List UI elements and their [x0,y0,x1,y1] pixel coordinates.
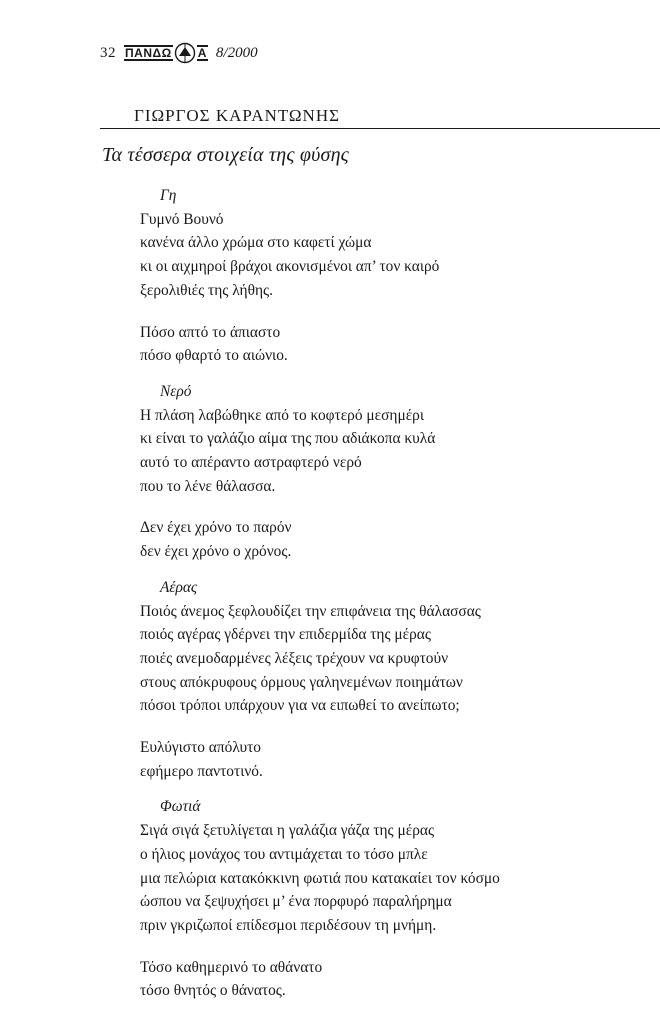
author-rule [100,106,660,129]
stanza [140,208,650,303]
page-header [100,42,258,64]
poem-line: ποιές ανεμοδαρμένες λέξεις τρέχουν να κρυφτούν [140,649,449,667]
magazine-logo [124,42,208,64]
page-number: 32 [100,44,116,61]
poem-line: ποιός αγέρας γδέρνει την επιδερμίδα της μέρας [140,626,431,644]
stanza [140,736,650,783]
poem-line: κι οι αιχμηροί βράχοι ακονισμένοι απ’ τον καιρό [140,258,440,276]
author-name: ΓΙΩΡΓΟΣ ΚΑΡΑΝΤΩΝΗΣ [134,106,341,125]
poem-line: που το λένε θάλασσα. [140,477,276,495]
poem-line: πόσο φθαρτό το αιώνιο. [140,347,288,365]
issue-number: 8/2000 [215,44,258,61]
poem-line: Ποιός άνεμος ξεφλουδίζει την επιφάνεια της θάλασσας [140,602,481,620]
poem-line: κι είναι το γαλάζιο αίμα της που αδιάκοπα κυλά [140,430,436,448]
magazine-logo-right: Α [197,46,207,60]
section-heading-earth: Γη [160,187,177,204]
poem-line: ξερολιθιές της λήθης. [140,281,273,299]
poem-line: εφήμερο παντοτινό. [140,762,263,780]
poem-line: Σιγά σιγά ξετυλίγεται η γαλάζια γάζα της μέρας [140,822,435,840]
poem-line: Γυμνό Βουνό [140,210,224,228]
poem-line: πριν γκριζωποί επίδεσμοι περιδέσουν τη μνήμη. [140,916,437,934]
stanza [140,516,650,563]
poem-body [140,184,650,1003]
poem-line: δεν έχει χρόνο ο χρόνος. [140,543,292,561]
poem-line: κανένα άλλο χρώμα στο καφετί χώμα [140,234,372,252]
poem-line: Η πλάση λαβώθηκε από το κοφτερό μεσημέρι [140,406,424,424]
stanza [140,819,650,938]
poem-title: Τα τέσσερα στοιχεία της φύσης [102,144,350,166]
poem-line: πόσοι τρόποι υπάρχουν για να ειπωθεί το ανείπωτο; [140,697,460,715]
poem-line: τόσο θνητός ο θάνατος. [140,982,286,1000]
stanza [140,956,650,1003]
poem-line: αυτό το απέραντο αστραφτερό νερό [140,454,362,472]
poem-line: Πόσο απτό το άπιαστο [140,323,281,341]
magazine-logo-left: ΠΑΝΔΩ [125,46,172,60]
poem-line: ώσπου να ξεψυχήσει μ’ ένα πορφυρό παραλήρημα [140,893,452,911]
poem-line: στους απόκρυφους όρμους γαληνεμένων ποιημάτων [140,673,463,691]
poem-line: μια πελώρια κατακόκκινη φωτιά που κατακαίει τον κόσμο [140,869,500,887]
section-heading-fire: Φωτιά [160,798,201,816]
poem-line: ο ήλιος μονάχος του αντιμάχεται το τόσο μπλε [140,845,428,863]
section-heading-air: Αέρας [160,578,198,596]
stanza [140,600,650,719]
section-heading-water: Νερό [160,382,192,400]
pandora-emblem-icon [174,42,196,64]
poem-line: Ευλύγιστο απόλυτο [140,739,262,757]
poem-line: Τόσο καθημερινό το αθάνατο [140,958,323,976]
stanza [140,404,650,499]
stanza [140,321,650,368]
poem-line: Δεν έχει χρόνο το παρόν [140,519,292,537]
